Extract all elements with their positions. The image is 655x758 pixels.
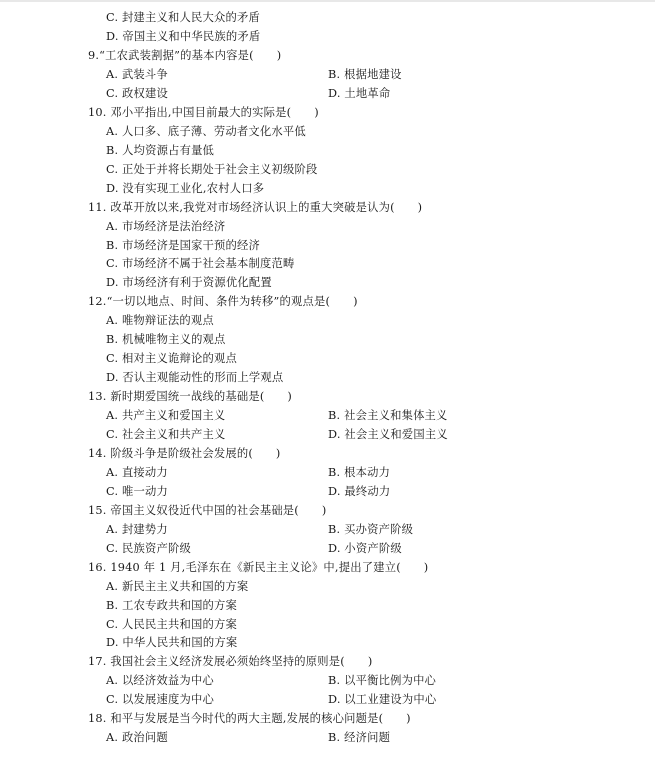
question-stem: 18. 和平与发展是当今时代的两大主题,发展的核心问题是( ) <box>88 712 411 726</box>
answer-option: B. 工农专政共和国的方案 <box>106 598 238 612</box>
answer-option: B. 以平衡比例为中心 <box>328 674 437 688</box>
answer-option: D. 以工业建设为中心 <box>328 693 437 707</box>
answer-option: D. 最终动力 <box>328 484 391 498</box>
carryover-option-d: D. 帝国主义和中华民族的矛盾 <box>106 30 261 43</box>
answer-option: C. 政权建设 <box>106 86 169 100</box>
answer-option: D. 没有实现工业化,农村人口多 <box>106 181 265 195</box>
question-stem: 11. 改革开放以来,我党对市场经济认识上的重大突破是认为( ) <box>88 200 423 214</box>
answer-option: A. 以经济效益为中心 <box>106 674 214 688</box>
answer-option: C. 人民民主共和国的方案 <box>106 617 237 631</box>
question-stem: 16. 1940 年 1 月,毛泽东在《新民主主义论》中,提出了建立( ) <box>88 560 429 574</box>
question-stem: 14. 阶级斗争是阶级社会发展的( ) <box>88 446 281 460</box>
question-stem: 15. 帝国主义奴役近代中国的社会基础是( ) <box>88 503 327 517</box>
answer-option: C. 以发展速度为中心 <box>106 693 214 707</box>
answer-option: A. 人口多、底子薄、劳动者文化水平低 <box>106 124 306 138</box>
answer-option: C. 唯一动力 <box>106 484 169 498</box>
answer-option: D. 市场经济有利于资源优化配置 <box>106 276 272 290</box>
answer-option: A. 新民主主义共和国的方案 <box>106 579 249 593</box>
answer-option: D. 小资产阶级 <box>328 541 402 555</box>
answer-option: C. 相对主义诡辩论的观点 <box>106 352 237 366</box>
answer-option: A. 直接动力 <box>106 465 168 479</box>
question-stem: 10. 邓小平指出,中国目前最大的实际是( ) <box>88 105 319 119</box>
answer-option: C. 市场经济不属于社会基本制度范畴 <box>106 257 295 271</box>
question-stem: 17. 我国社会主义经济发展必须始终坚持的原则是( ) <box>88 655 373 669</box>
answer-option: D. 否认主观能动性的形而上学观点 <box>106 371 284 385</box>
answer-option: B. 根据地建设 <box>328 67 402 81</box>
answer-option: D. 社会主义和爱国主义 <box>328 428 448 441</box>
answer-option: B. 市场经济是国家干预的经济 <box>106 238 261 252</box>
answer-option: A. 政治问题 <box>106 731 168 745</box>
answer-option: D. 中华人民共和国的方案 <box>106 636 238 650</box>
answer-option: B. 根本动力 <box>328 465 391 479</box>
answer-option: A. 唯物辩证法的观点 <box>106 314 214 328</box>
answer-option: C. 民族资产阶级 <box>106 541 192 555</box>
question-stem: 9.“工农武装割据”的基本内容是( ) <box>88 49 282 62</box>
carryover-option-c: C. 封建主义和人民大众的矛盾 <box>106 11 260 24</box>
answer-option: A. 市场经济是法治经济 <box>106 219 226 233</box>
answer-option: B. 经济问题 <box>328 731 391 745</box>
answer-option: B. 买办资产阶级 <box>328 522 414 536</box>
answer-option: A. 共产主义和爱国主义 <box>106 409 226 423</box>
answer-option: C. 社会主义和共产主义 <box>106 428 226 441</box>
answer-option: D. 土地革命 <box>328 86 391 100</box>
answer-option: A. 封建势力 <box>106 522 168 536</box>
page-top-edge <box>0 0 655 2</box>
answer-option: C. 正处于并将长期处于社会主义初级阶段 <box>106 162 318 176</box>
answer-option: B. 人均资源占有量低 <box>106 143 215 157</box>
question-stem: 12.“一切以地点、时间、条件为转移”的观点是( ) <box>88 295 358 309</box>
question-stem: 13. 新时期爱国统一战线的基础是( ) <box>88 390 293 404</box>
answer-option: A. 武装斗争 <box>106 67 168 81</box>
answer-option: B. 社会主义和集体主义 <box>328 409 448 423</box>
answer-option: B. 机械唯物主义的观点 <box>106 333 226 347</box>
